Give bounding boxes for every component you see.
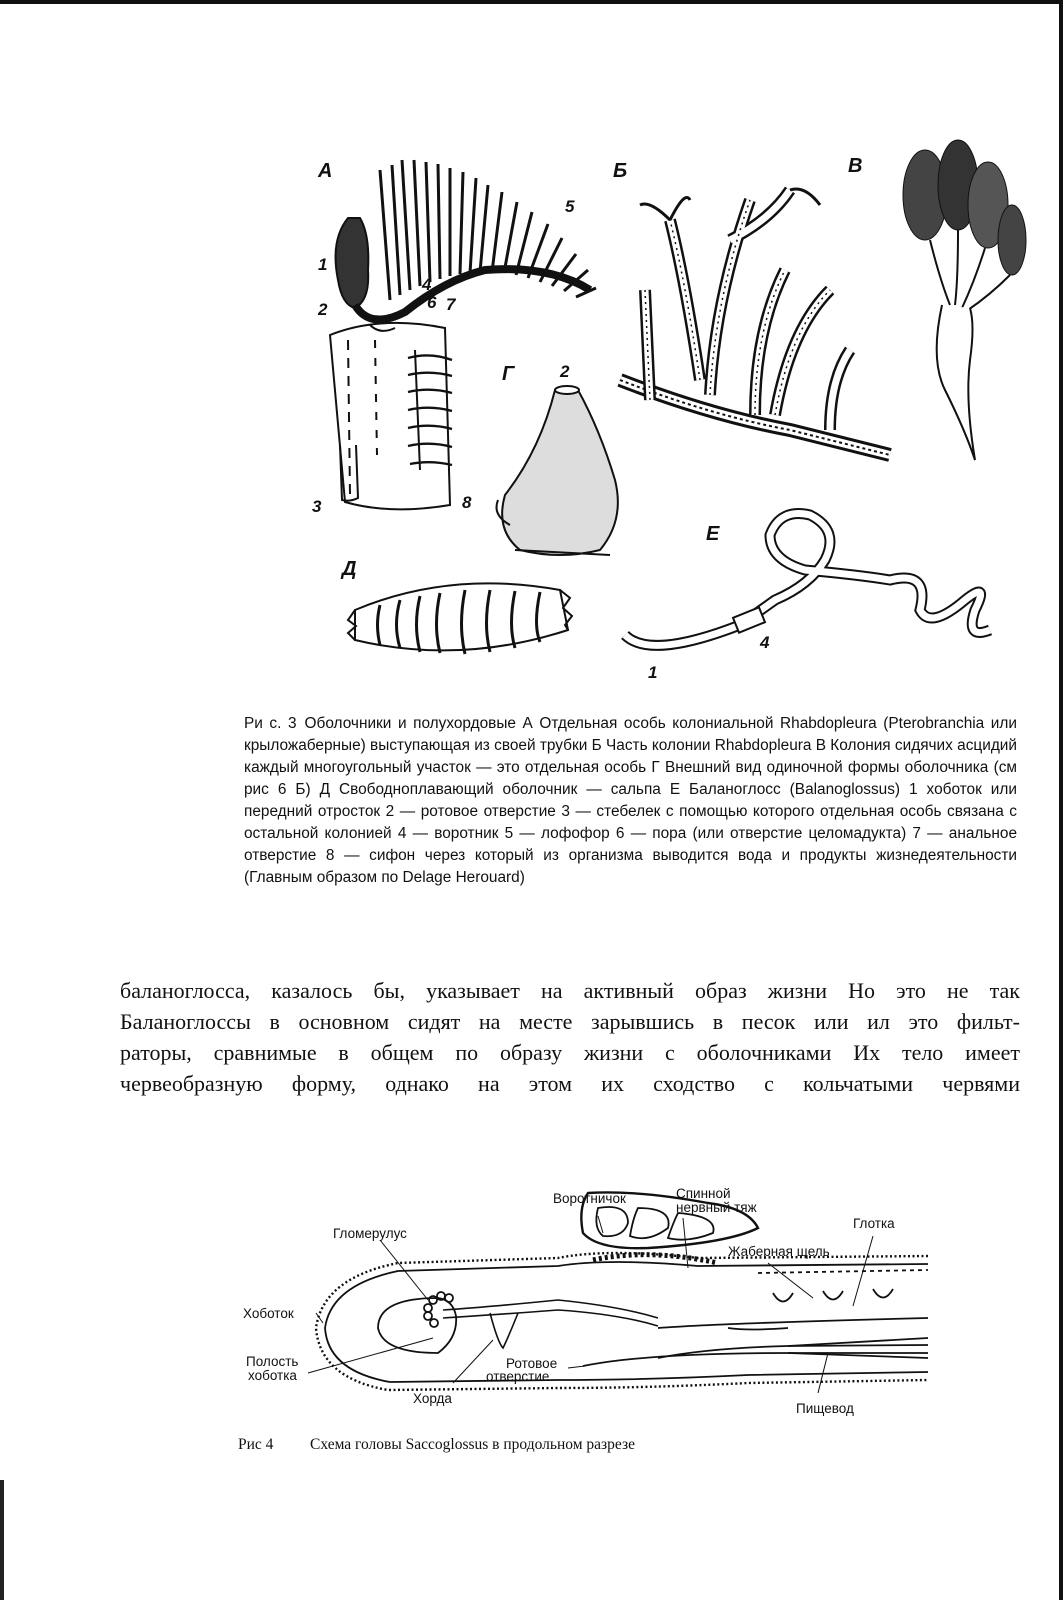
label-esophagus: Пищевод <box>796 1401 854 1416</box>
num-5: 5 <box>565 197 575 216</box>
num-3: 3 <box>312 497 322 516</box>
label-panel-b: Б <box>613 160 628 182</box>
num-8: 8 <box>462 493 472 512</box>
figure-1-caption <box>244 713 1017 889</box>
label-proboscis-cavity-line1: Полость <box>246 1354 299 1369</box>
body-line: раторы, сравнимые в общем по образу жизни с оболочниками Их тело имеет <box>120 1040 1020 1065</box>
num-2: 2 <box>318 300 328 319</box>
label-proboscis: Хоботок <box>243 1306 294 1321</box>
label-proboscis-cavity-line2: хоботка <box>248 1368 297 1383</box>
label-panel-a: А <box>318 160 333 182</box>
page-frame-right <box>1059 0 1063 1600</box>
figure-tunicates-hemichordates <box>230 130 1030 700</box>
num-6: 6 <box>427 293 437 312</box>
panel-d-salp <box>348 583 572 654</box>
label-glomerulus: Гломерулус <box>333 1226 407 1241</box>
num-7: 7 <box>446 295 456 314</box>
label-mouth-line2: отверстие <box>486 1369 550 1384</box>
panel-g-solitary-tunicate <box>497 386 618 555</box>
label-mouth-line1: Ротовое <box>506 1356 558 1371</box>
figure-1-caption-prefix: Ри с. 3 <box>244 715 297 732</box>
label-gill-slit: Жаберная щель <box>728 1244 830 1259</box>
num-4: 4 <box>422 275 432 294</box>
saccoglossus-body-outline <box>316 1192 928 1390</box>
body-line: червеобразную форму, однако на этом их сходство с кольчатыми червями <box>120 1071 1020 1096</box>
body-line: Баланоглоссы в основном сидят на месте зарывшись в песок или ил это фильт- <box>120 1009 1020 1034</box>
figure-2-caption-text: Схема головы Saccoglossus в продольном разрезе <box>310 1436 635 1453</box>
label-pharynx: Глотка <box>853 1216 895 1231</box>
num-e-1: 1 <box>648 663 658 682</box>
label-panel-d: Д <box>342 558 357 580</box>
label-notochord: Хорда <box>413 1391 452 1406</box>
label-collar: Воротничок <box>553 1191 626 1206</box>
figure-2-caption-prefix: Рис 4 <box>238 1436 274 1453</box>
figure-1-caption-text: Оболочники и полухордовые А Отдельная особь колониальной Rhabdopleura (Pterobranchia или крыложаберные) выступающая из своей трубки Б Часть колонии Rhabdopleura В Колония сидячих асцидий каждый многоугольный участок — это отдельная особь Г Внешний вид одиночной формы оболочника (см рис 6 Б) Д Свободноплавающий оболочник — сальпа Е Баланоглосс (Balanoglossus) 1 хоботок или передний отросток 2 — ротовое отверстие 3 — стебелек с помощью которого отдельная особь связана с остальной колонией 4 — воротник 5 — лофофор 6 — пора (или отверстие целомадукта) 7 — анальное отверстие 8 — сифон через который из организма выводится вода и продукты жизнедеятельности (Главным образом по Delage Herouard) <box>244 715 1017 886</box>
label-panel-g: Г <box>502 363 515 385</box>
figure-saccoglossus-head-diagram <box>228 1188 948 1423</box>
body-paragraph <box>120 975 1020 1099</box>
label-dorsal-nerve-cord-line1: Спинной <box>676 1188 731 1201</box>
label-dorsal-nerve-cord-line2: нервный тяж <box>676 1200 757 1215</box>
page-frame-top <box>0 0 1063 4</box>
label-panel-v: В <box>848 155 863 177</box>
panel-v-ascidian-colony <box>903 140 1026 460</box>
panel-e-balanoglossus <box>625 514 990 646</box>
num-1: 1 <box>318 255 328 274</box>
label-panel-e: Е <box>706 523 720 545</box>
figure-2-caption <box>238 1436 938 1454</box>
num-g-2: 2 <box>560 362 570 381</box>
num-e-4: 4 <box>760 633 770 652</box>
body-line: баланоглосса, казалось бы, указывает на активный образ жизни Но это не так <box>120 978 1020 1003</box>
panel-b-rhabdopleura-colony <box>620 189 890 455</box>
page-binding-edge <box>0 1480 4 1600</box>
